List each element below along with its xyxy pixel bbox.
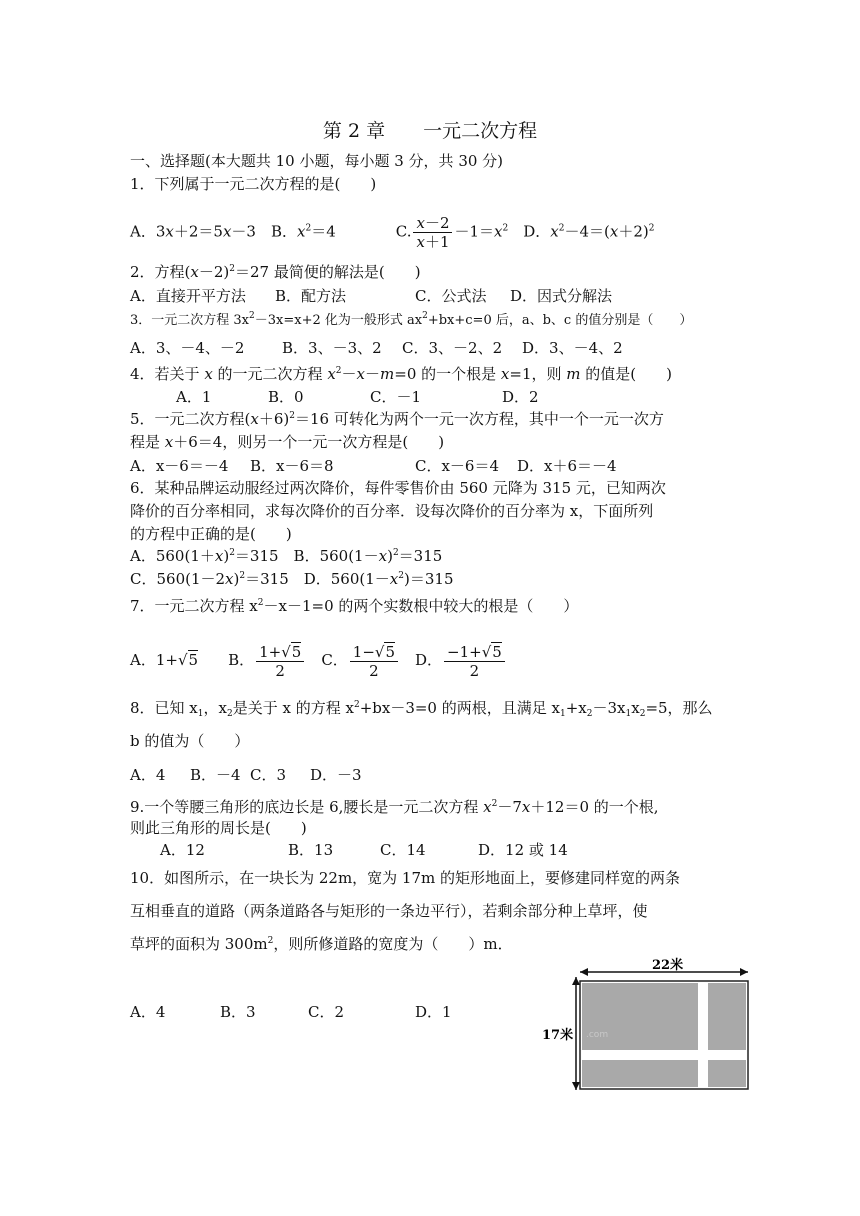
rectangle-road-figure	[540, 955, 755, 1095]
arrow-up-icon	[572, 977, 580, 985]
q4-option-d: D．2	[502, 388, 539, 406]
q10-option-b: B．3	[220, 1003, 256, 1021]
q7-stem: 7．一元二次方程 $x^2-x-1=0$ 的两个实数根中较大的根是（ ）	[130, 597, 579, 615]
q8-option-c: C．3	[250, 766, 287, 784]
q1-stem: 1．下列属于一元二次方程的是( )	[130, 175, 377, 193]
q5-option-d: D．x＋6＝－4	[517, 457, 617, 475]
q8-option-d: D．－3	[310, 766, 362, 784]
watermark: .com	[586, 1030, 609, 1040]
section-heading: 一、选择题(本大题共 10 小题，每小题 3 分，共 30 分)	[130, 152, 504, 170]
q3-option-a: A．3、－4、－2	[130, 339, 245, 357]
q8-stem-line1: 8．已知 $x_1$，$x_2$是关于 x 的方程 $x^2+bx-3=0$ 的两根，且满足 $x_1+x_2-3x_1x_2=5$，那么	[130, 699, 713, 719]
arrow-right-icon	[740, 968, 748, 976]
q4-option-b: B．0	[268, 388, 304, 406]
q4-option-a: A．1	[176, 388, 212, 406]
q6-stem-line2: 降价的百分率相同，求每次降价的百分率．设每次降价的百分率为 x，下面所列	[130, 502, 654, 520]
width-label: 22米	[652, 958, 684, 973]
q10-option-c: C．2	[308, 1003, 345, 1021]
q6-stem-line1: 6．某种品牌运动服经过两次降价，每件零售价由 560 元降为 315 元，已知两次	[130, 479, 666, 497]
arrow-left-icon	[580, 968, 588, 976]
q10-stem-line2: 互相垂直的道路（两条道路各与矩形的一条边平行），若剩余部分种上草坪，使	[130, 902, 648, 920]
q10-stem-line3: 草坪的面积为 $300m^2$，则所修道路的宽度为（ ）m．	[130, 935, 513, 953]
q9-option-b: B．13	[288, 841, 334, 859]
q7-options: A．1+√5 B． $\frac{1+√5}{2}$ C． $\frac{1-√5}{2}$ D． $\frac{-1+√5}{2}$	[130, 640, 507, 680]
q9-stem-line2: 则此三角形的周长是( )	[130, 819, 307, 837]
page-title: 第 2 章 一元二次方程	[322, 120, 538, 142]
q6-stem-line3: 的方程中正确的是( )	[130, 525, 292, 543]
q2-option-a: A．直接开平方法	[130, 287, 246, 305]
lawn-bottom-right	[708, 1060, 746, 1087]
q8-stem-line2: b 的值为（ ）	[130, 732, 250, 750]
q2-option-d: D．因式分解法	[510, 287, 613, 305]
q6-options-row1: A．$560(1+x)^2=315$ B．$560(1-x)^2=315$	[130, 547, 443, 565]
height-label: 17米	[542, 1028, 574, 1043]
q3-stem: 3．一元二次方程 $3x^2-3x=x+2$ 化为一般形式 $ax^2+bx+c=0$ 后，a、b、c 的值分别是（ ）	[130, 311, 693, 328]
q9-option-d: D．12 或 14	[478, 841, 568, 859]
q2-option-c: C．公式法	[415, 287, 487, 305]
q3-option-d: D．3、－4、2	[522, 339, 623, 357]
q1-options: A．3x＋2＝5x－3 B．$x^2=4$ C. $\frac{x-2}{x+1}$ $-1=x^2$ D．$x^2-4=(x+2)^2$	[130, 214, 655, 251]
q5-option-b: B．x－6＝8	[250, 457, 334, 475]
q5-stem-line2: 程是 x＋6＝4，则另一个一元一次方程是( )	[130, 433, 445, 451]
q4-stem: 4．若关于 x 的一元二次方程 $x^2-x-m=0$ 的一个根是 x=1，则 m 的值是( )	[130, 365, 672, 383]
q10-option-a: A．4	[130, 1003, 166, 1021]
q2-option-b: B．配方法	[275, 287, 347, 305]
q5-stem-line1: 5．一元二次方程$(x+6)^2=16$ 可转化为两个一元一次方程，其中一个一元一次方	[130, 410, 664, 428]
q6-options-row2: C．$560(1-2x)^2=315$ D．$560(1-x^2)=315$	[130, 570, 454, 588]
q9-option-c: C．14	[380, 841, 426, 859]
lawn-top-right	[708, 983, 746, 1050]
lawn-bottom-left	[582, 1060, 698, 1087]
q3-option-c: C．3、－2、2	[402, 339, 503, 357]
q3-option-b: B．3、－3、2	[282, 339, 382, 357]
q10-stem-line1: 10．如图所示，在一块长为 22m，宽为 17m 的矩形地面上，要修建同样宽的两条	[130, 869, 681, 887]
q8-option-a: A．4	[130, 766, 166, 784]
q8-option-b: B．－4	[190, 766, 241, 784]
q2-stem: 2．方程$(x-2)^2=27$ 最简便的解法是( )	[130, 263, 421, 281]
arrow-down-icon	[572, 1082, 580, 1090]
q5-option-c: C．x－6＝4	[415, 457, 500, 475]
q9-stem-line1: 9.一个等腰三角形的底边长是 6,腰长是一元二次方程 $x^2-7x+12=0$ 的一个根,	[130, 798, 659, 816]
q10-option-d: D．1	[415, 1003, 452, 1021]
q4-option-c: C．－1	[370, 388, 422, 406]
q9-option-a: A．12	[160, 841, 205, 859]
q5-option-a: A．x－6＝－4	[130, 457, 229, 475]
